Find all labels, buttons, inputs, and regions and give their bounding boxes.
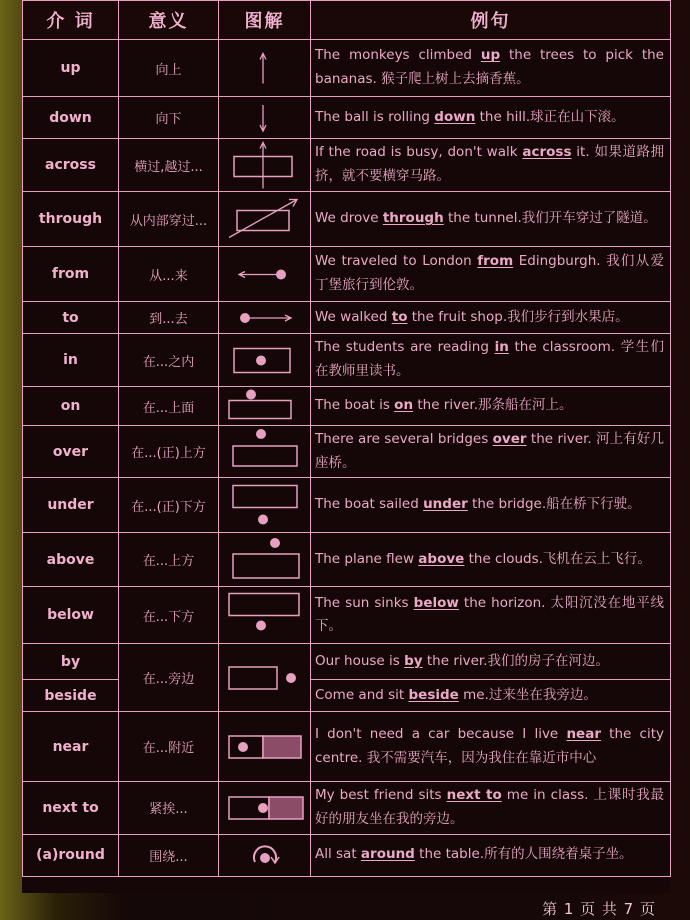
keyword-preposition: by [404,652,423,669]
arrow-up-icon [219,40,311,97]
example-text: the river.我们的房子在河边。 [422,652,610,669]
around-circle-icon [219,834,311,876]
preposition-cell: (a)round [23,834,119,876]
example-text: The ball is rolling [315,108,435,125]
example-text: Edingburgh. 我们从爱丁堡旅行到伦敦。 [315,253,664,293]
table-row [23,40,671,97]
header-preposition: 介 词 [23,1,119,40]
keyword-preposition: next to [446,787,502,804]
preposition-cell: down [23,97,119,139]
keyword-preposition: on [394,397,414,414]
meaning-cell: 在...上方 [119,533,219,587]
near-box-icon [219,712,311,782]
preposition-cell: near [23,712,119,782]
example-text: the horizon. 太阳沉没在地平线下。 [315,594,664,635]
example-text: The boat is [315,397,395,414]
example-sentence [311,334,671,387]
preposition-cell: up [23,40,119,97]
keyword-preposition: to [391,308,408,325]
meaning-cell: 从内部穿过... [119,192,219,247]
example-sentence [311,97,671,139]
example-text: the classroom. 学生们在教师里读书。 [315,339,664,379]
under-box-icon [219,478,311,533]
example-sentence [311,478,671,533]
example-sentence [311,587,671,644]
example-sentence [311,387,671,426]
meaning-cell: 在...旁边 [119,644,219,712]
across-icon [219,139,311,192]
meaning-cell: 在...(正)上方 [119,426,219,478]
example-text: All sat [315,846,361,863]
table-row [23,247,671,302]
example-sentence [311,834,671,876]
keyword-preposition: above [418,550,465,567]
example-text: the bridge.船在桥下行驶。 [467,496,641,513]
meaning-cell: 从...来 [119,247,219,302]
page-indicator: 第 1 页 共 7 页 [542,900,656,918]
meaning-cell: 横过,越过... [119,139,219,192]
preposition-cell: beside [23,680,119,712]
preposition-cell: to [23,302,119,334]
example-sentence [311,192,671,247]
example-sentence [311,712,671,782]
example-text: the tunnel.我们开车穿过了隧道。 [443,210,657,227]
table-row [23,644,671,680]
to-arrow-icon [219,302,311,334]
above-box-icon [219,533,311,587]
preposition-cell: over [23,426,119,478]
example-sentence [311,644,671,680]
preposition-cell: from [23,247,119,302]
table-row [23,712,671,782]
meaning-cell: 在...之内 [119,334,219,387]
header-example: 例句 [311,1,671,40]
example-text: The students are reading [315,339,495,356]
header-meaning: 意义 [119,1,219,40]
example-text: the table.所有的人围绕着桌子坐。 [414,846,633,863]
example-text: Our house is [315,652,405,669]
keyword-preposition: over [492,431,527,447]
table-row [23,97,671,139]
example-sentence [311,426,671,478]
example-text: There are several bridges [315,431,493,447]
example-text: it. 如果道路拥挤，就不要横穿马路。 [315,144,664,184]
table-row [23,533,671,587]
meaning-cell: 在...上面 [119,387,219,426]
preposition-table-sheet [22,0,670,893]
table-row [23,139,671,192]
preposition-cell: under [23,478,119,533]
example-sentence [311,533,671,587]
from-arrow-icon [219,247,311,302]
meaning-cell: 围绕... [119,834,219,876]
table-row [23,192,671,247]
next-to-box-icon [219,782,311,834]
table-row [23,782,671,834]
keyword-preposition: up [480,47,501,64]
meaning-cell: 向下 [119,97,219,139]
preposition-cell: next to [23,782,119,834]
keyword-preposition: through [382,210,444,227]
keyword-preposition: down [434,108,476,125]
beside-box-icon [219,644,311,712]
example-text: me.过来坐在我旁边。 [458,686,597,703]
keyword-preposition: near [566,726,601,743]
table-row [23,334,671,387]
on-box-icon [219,387,311,426]
table-row [23,587,671,644]
over-box-icon [219,426,311,478]
table-row [23,387,671,426]
keyword-preposition: beside [408,686,459,703]
example-text: The plane flew [315,550,419,567]
keyword-preposition: across [522,144,572,161]
preposition-table [22,0,671,877]
meaning-cell: 在...下方 [119,587,219,644]
preposition-cell: below [23,587,119,644]
preposition-cell: through [23,192,119,247]
example-text: the hill.球正在山下滚。 [475,108,625,125]
example-text: My best friend sits [315,787,447,804]
keyword-preposition: under [423,496,468,513]
example-text: the clouds.飞机在云上飞行。 [464,550,651,567]
meaning-cell: 在...附近 [119,712,219,782]
keyword-preposition: in [494,339,509,356]
example-text: The boat sailed [315,496,424,513]
table-row [23,302,671,334]
keyword-preposition: below [413,594,459,611]
example-text: the city centre. 我不需要汽车，因为我住在靠近市中心 [315,726,664,766]
preposition-cell: by [23,644,119,680]
example-text: The sun sinks [315,594,414,611]
example-text: We drove [315,210,383,227]
header-diagram: 图解 [219,1,311,40]
table-row [23,478,671,533]
preposition-cell: across [23,139,119,192]
table-row [23,426,671,478]
example-sentence [311,680,671,712]
keyword-preposition: around [360,846,415,863]
example-text: Come and sit [315,686,409,703]
example-text: I don't need a car because I live [315,726,567,743]
example-text: me in class. 上课时我最好的朋友坐在我的旁边。 [315,787,665,827]
example-text: the river.那条船在河上。 [413,397,573,414]
keyword-preposition: from [477,253,514,270]
arrow-down-icon [219,97,311,139]
example-text: If the road is busy, don't walk [315,144,523,161]
meaning-cell: 到...去 [119,302,219,334]
below-box-icon [219,587,311,644]
preposition-cell: on [23,387,119,426]
through-icon [219,192,311,247]
example-text: the river. 河上有好几座桥。 [315,431,664,471]
example-sentence [311,782,671,834]
example-sentence [311,139,671,192]
example-text: the trees to pick the bananas. 猴子爬上树上去摘香蕉。 [315,47,664,87]
table-header-row [23,1,671,40]
example-text: We traveled to London [315,253,478,270]
preposition-cell: in [23,334,119,387]
example-text: We walked [315,308,392,325]
meaning-cell: 在...(正)下方 [119,478,219,533]
example-sentence [311,247,671,302]
meaning-cell: 向上 [119,40,219,97]
preposition-cell: above [23,533,119,587]
in-box-icon [219,334,311,387]
table-row [23,834,671,876]
example-text: the fruit shop.我们步行到水果店。 [407,308,629,325]
example-sentence [311,302,671,334]
meaning-cell: 紧挨... [119,782,219,834]
example-text: The monkeys climbed [315,47,481,64]
example-sentence [311,40,671,97]
